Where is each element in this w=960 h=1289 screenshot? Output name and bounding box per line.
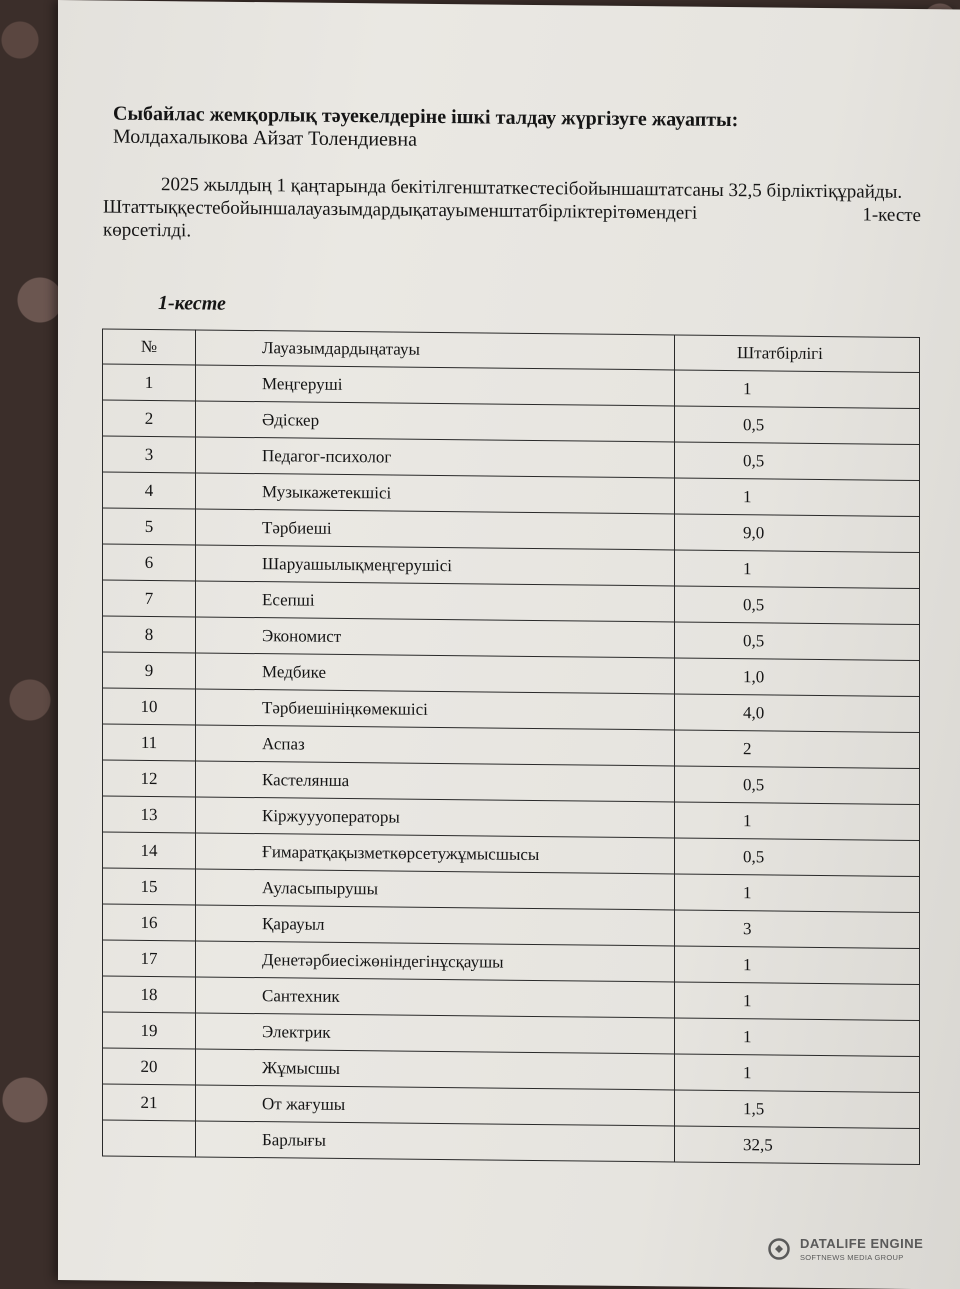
row-position-name: Ғимаратқақызметкөрсетужұмысшысы [196, 833, 675, 874]
row-number: 13 [103, 796, 196, 833]
table-caption: 1-кесте [158, 292, 226, 315]
row-staff-units: 9,0 [675, 514, 920, 553]
row-number: 16 [103, 904, 196, 941]
row-staff-units: 1 [675, 478, 920, 517]
total-label: Барлығы [196, 1121, 675, 1162]
row-staff-units: 0,5 [675, 838, 920, 877]
row-number: 19 [103, 1012, 196, 1049]
row-staff-units: 2 [675, 730, 920, 769]
row-number: 7 [103, 580, 196, 617]
row-number: 2 [103, 400, 196, 437]
document-page [58, 0, 960, 1289]
row-position-name: Электрик [196, 1013, 675, 1054]
row-position-name: Кастелянша [196, 761, 675, 802]
row-staff-units: 1 [675, 1018, 920, 1057]
row-position-name: Медбике [196, 653, 675, 694]
row-staff-units: 0,5 [675, 622, 920, 661]
row-position-name: От жағушы [196, 1085, 675, 1126]
staff-table [102, 328, 920, 1165]
row-number: 4 [103, 472, 196, 509]
row-position-name: Экономист [196, 617, 675, 658]
row-number: 9 [103, 652, 196, 689]
row-staff-units: 1 [675, 946, 920, 985]
row-staff-units: 1,5 [675, 1090, 920, 1129]
row-number: 6 [103, 544, 196, 581]
row-staff-units: 3 [675, 910, 920, 949]
body-text [103, 172, 921, 250]
row-position-name: Шаруашылықмеңгерушісі [196, 545, 675, 586]
row-staff-units: 0,5 [675, 406, 920, 445]
row-staff-units: 1,0 [675, 658, 920, 697]
row-number: 1 [103, 364, 196, 401]
row-position-name: Денетәрбиесіжөніндегінұсқаушы [196, 941, 675, 982]
row-number: 3 [103, 436, 196, 473]
row-number: 15 [103, 868, 196, 905]
row-position-name: Ауласыпырушы [196, 869, 675, 910]
datalife-logo-icon [768, 1238, 790, 1260]
row-number: 17 [103, 940, 196, 977]
row-number: 5 [103, 508, 196, 545]
row-position-name: Музыкажетекшісі [196, 473, 675, 514]
table-body [103, 364, 920, 1129]
row-number: 8 [103, 616, 196, 653]
watermark [768, 1234, 948, 1270]
paragraph-table-reference-end: көрсетілді. [103, 219, 192, 242]
row-position-name: Тәрбиешініңкөмекшісі [196, 689, 675, 730]
row-number: 14 [103, 832, 196, 869]
row-position-name: Тәрбиеші [196, 509, 675, 550]
table-total-row [103, 1120, 920, 1165]
row-number: 20 [103, 1048, 196, 1085]
document-title: Сыбайлас жемқорлық тәуекелдеріне ішкі талдау жүргізуге жауапты: [113, 102, 739, 132]
row-position-name: Кіржуууоператоры [196, 797, 675, 838]
row-position-name: Сантехник [196, 977, 675, 1018]
header-staff-units: Штатбірлігі [675, 335, 920, 373]
row-staff-units: 1 [675, 982, 920, 1021]
paragraph-table-reference [103, 195, 921, 250]
row-position-name: Меңгеруші [196, 365, 675, 406]
row-position-name: Педагог-психолог [196, 437, 675, 478]
row-number: 10 [103, 688, 196, 725]
row-number: 18 [103, 976, 196, 1013]
total-number-cell [103, 1120, 196, 1157]
paragraph-staff-count: 2025 жылдың 1 қаңтарында бекітілгенштаткестесібойыншаштатсаны 32,5 бірліктіқұрайды. [161, 174, 903, 203]
watermark-subtitle: SOFTNEWS MEDIA GROUP [800, 1253, 904, 1262]
header-position-name: Лауазымдардыңатауы [196, 330, 675, 370]
table-reference-label: 1-кесте [862, 204, 921, 227]
responsible-person: Молдахалыкова Айзат Толендиевна [113, 125, 417, 151]
row-staff-units: 0,5 [675, 586, 920, 625]
row-staff-units: 1 [675, 874, 920, 913]
watermark-name: DATALIFE ENGINE [800, 1236, 924, 1251]
row-staff-units: 4,0 [675, 694, 920, 733]
row-position-name: Қарауыл [196, 905, 675, 946]
row-position-name: Жұмысшы [196, 1049, 675, 1090]
row-staff-units: 1 [675, 1054, 920, 1093]
header-number: № [103, 329, 196, 365]
paragraph-table-reference-text: Штаттыққестебойыншалауазымдардықатауыменштатбірліктерітөмендегі [103, 196, 698, 224]
row-staff-units: 0,5 [675, 766, 920, 805]
row-number: 21 [103, 1084, 196, 1121]
row-number: 12 [103, 760, 196, 797]
row-position-name: Есепші [196, 581, 675, 622]
row-number: 11 [103, 724, 196, 761]
row-position-name: Аспаз [196, 725, 675, 766]
row-position-name: Әдіскер [196, 401, 675, 442]
row-staff-units: 0,5 [675, 442, 920, 481]
row-staff-units: 1 [675, 370, 920, 409]
row-staff-units: 1 [675, 550, 920, 589]
total-units: 32,5 [675, 1126, 920, 1165]
row-staff-units: 1 [675, 802, 920, 841]
